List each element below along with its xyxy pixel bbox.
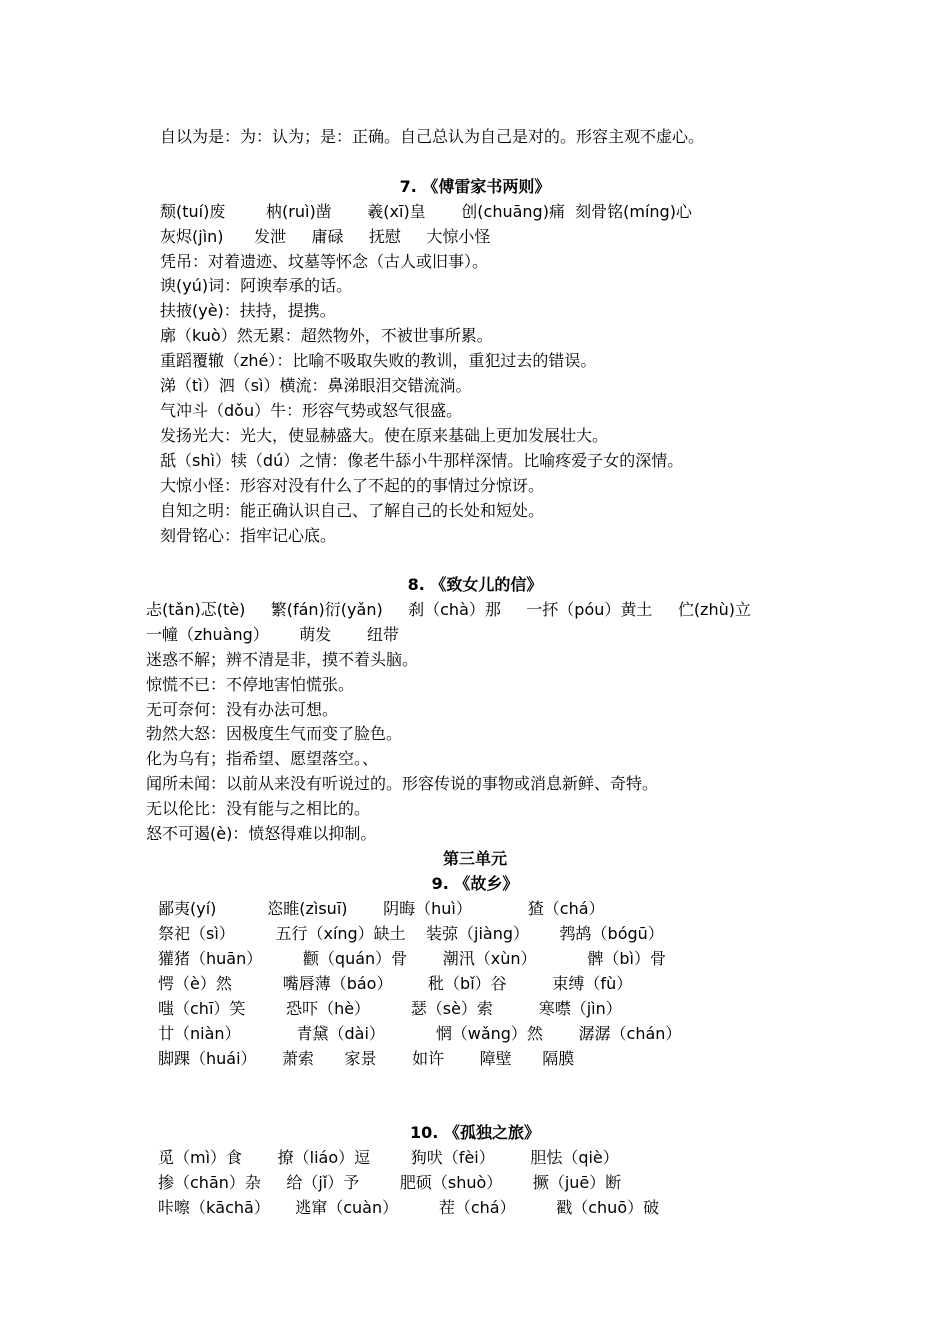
vocab-line: 掺（chān）杂 给（jǐ）予 肥硕（shuò） 撅（juē）断 bbox=[158, 1173, 622, 1192]
definition-line: 化为乌有；指希望、愿望落空。、 bbox=[146, 749, 379, 768]
vocab-line: 獾猪（huān） 颧（quán）骨 潮汛（xùn） 髀（bì）骨 bbox=[158, 949, 666, 968]
definition-line: 迷惑不解；辨不清是非，摸不着头脑。 bbox=[146, 650, 419, 669]
vocab-line: 颓(tuí)废 枘(ruì)凿 羲(xī)皇 创(chuāng)痛 刻骨铭(míng)心 bbox=[160, 202, 692, 221]
definition-line: 气冲斗（dǒu）牛：形容气势或怒气很盛。 bbox=[160, 401, 463, 420]
vocab-line: 灰烬(jìn) 发泄 庸碌 抚慰 大惊小怪 bbox=[160, 227, 491, 246]
vocab-line: 一幢（zhuàng） 萌发 纽带 bbox=[146, 625, 399, 644]
definition-line: 勃然大怒：因极度生气而变了脸色。 bbox=[146, 724, 403, 743]
definition-line: 怒不可遏(è)：愤怒得难以抑制。 bbox=[146, 824, 377, 843]
definition-line: 无可奈何：没有办法可想。 bbox=[146, 700, 339, 719]
definition-line: 刻骨铭心：指牢记心底。 bbox=[160, 526, 337, 545]
definition-line: 自知之明：能正确认识自己、了解自己的长处和短处。 bbox=[160, 501, 545, 520]
section-7-title: 7. 《傅雷家书两则》 bbox=[399, 177, 551, 196]
definition-line: 惊慌不已：不停地害怕慌张。 bbox=[146, 675, 355, 694]
unit-3-title: 第三单元 bbox=[442, 849, 507, 868]
definition-line: 无以伦比：没有能与之相比的。 bbox=[146, 799, 371, 818]
definition-line: 发扬光大：光大，使显赫盛大。使在原来基础上更加发展壮大。 bbox=[160, 426, 609, 445]
section-8-title: 8. 《致女儿的信》 bbox=[407, 575, 543, 594]
definition-line: 扶掖(yè)：扶持，提携。 bbox=[160, 301, 336, 320]
definition-line: 自以为是：为：认为；是：正确。自己总认为自己是对的。形容主观不虚心。 bbox=[160, 127, 705, 146]
vocab-line: 祭祀（sì） 五行（xíng）缺土 装弶（jiàng） 鹁鸪（bógū） bbox=[158, 924, 664, 943]
vocab-line: 愕（è）然 嘴唇薄（báo） 秕（bǐ）谷 束缚（fù） bbox=[158, 974, 633, 993]
vocab-line: 忐(tǎn)忑(tè) 繁(fán)衍(yǎn) 刹（chà）那 一抔（póu）黄土 伫(zhù)立 bbox=[146, 600, 751, 619]
definition-line: 重蹈覆辙（zhé）：比喻不吸取失败的教训，重犯过去的错误。 bbox=[160, 351, 597, 370]
definition-line: 大惊小怪：形容对没有什么了不起的的事情过分惊讶。 bbox=[160, 476, 545, 495]
definition-line: 谀(yú)词：阿谀奉承的话。 bbox=[160, 276, 353, 295]
vocab-line: 嗤（chī）笑 恐吓（hè） 瑟（sè）索 寒噤（jìn） bbox=[158, 999, 622, 1018]
vocab-line: 觅（mì）食 撩（liáo）逗 狗吠（fèi） 胆怯（qiè） bbox=[158, 1148, 619, 1167]
vocab-line: 脚踝（huái） 萧索 家景 如许 障壁 隔膜 bbox=[158, 1049, 575, 1068]
definition-line: 凭吊：对着遗迹、坟墓等怀念（古人或旧事）。 bbox=[160, 252, 489, 271]
vocab-line: 鄙夷(yí) 恣睢(zìsuī) 阴晦（huì） 猹（chá） bbox=[158, 899, 605, 918]
definition-line: 廓（kuò）然无累：超然物外，不被世事所累。 bbox=[160, 326, 493, 345]
vocab-line: 廿（niàn） 青黛（dài） 惘（wǎng）然 潺潺（chán） bbox=[158, 1024, 682, 1043]
definition-line: 涕（tì）泗（sì）横流：鼻涕眼泪交错流淌。 bbox=[160, 376, 472, 395]
section-9-title: 9. 《故乡》 bbox=[431, 874, 519, 893]
section-10-title: 10. 《孤独之旅》 bbox=[410, 1123, 540, 1142]
vocab-line: 咔嚓（kāchā） 逃窜（cuàn） 茬（chá） 戳（chuō）破 bbox=[158, 1198, 660, 1217]
definition-line: 舐（shì）犊（dú）之情：像老牛舔小牛那样深情。比喻疼爱子女的深情。 bbox=[160, 451, 684, 470]
definition-line: 闻所未闻：以前从来没有听说过的。形容传说的事物或消息新鲜、奇特。 bbox=[146, 774, 659, 793]
